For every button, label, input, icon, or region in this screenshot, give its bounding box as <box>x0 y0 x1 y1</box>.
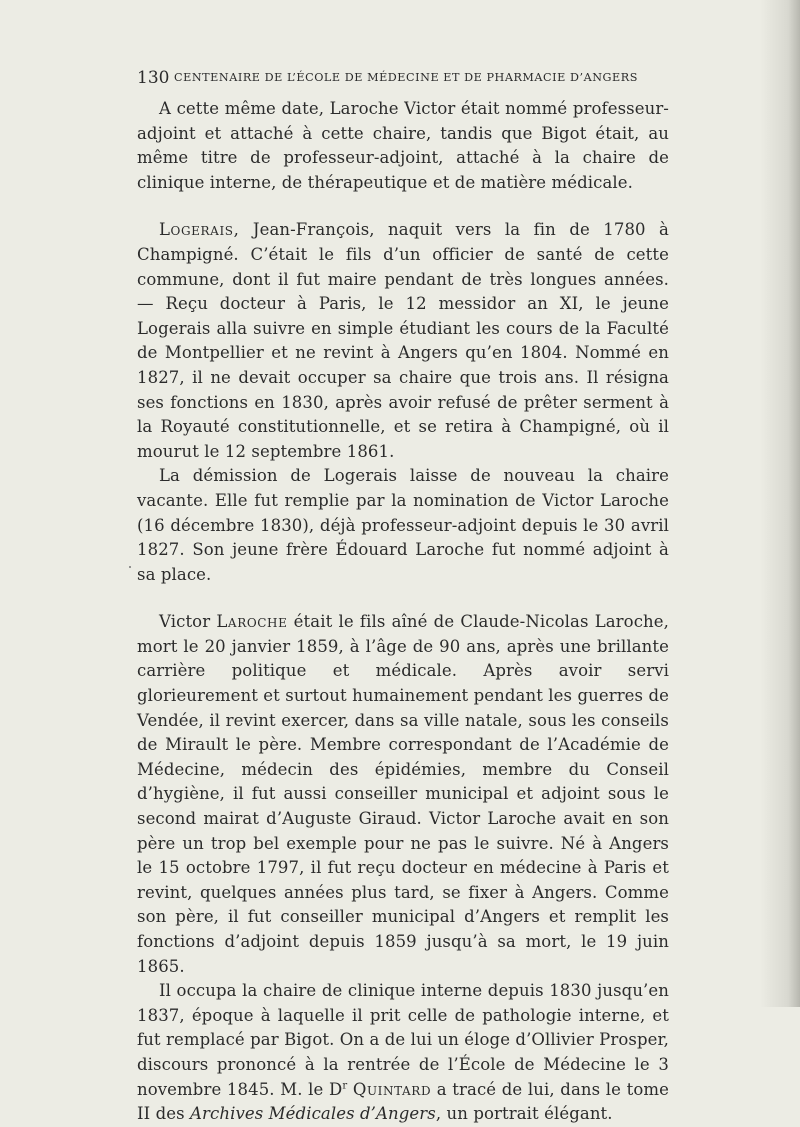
person-name: Logerais, <box>159 220 240 240</box>
paragraph-text: Victor <box>159 612 217 632</box>
paragraph-text: était le fils aîné de Claude-Nicolas Laroche, mort le 20 janvier 1859, à l’âge de 90 ans, après une brillante carrière politique et médicale. Après avoir servi glorieurement et surtout humainement pendant les guerres de Vendée, il revint exercer, dans sa ville natale, sous les conseils de Mirault le père. Membre correspondant de l’Académie de Médecine, médecin des épidémies, membre du Conseil d’hygiène, il fut aussi conseiller municipal et adjoint sous le second mairat d’Auguste Giraud. Victor Laroche avait en son père un trop bel exemple pour ne pas le suivre. Né à Angers le 15 octobre 1797, il fut reçu docteur en médecine à Paris et revint, quelques années plus tard, se fixer à Angers. Comme son père, il fut conseiller municipal d’Angers et remplit les fonctions d’adjoint depuis 1859 jusqu’à sa mort, le 19 juin 1865. <box>137 612 669 976</box>
paragraph <box>137 218 669 464</box>
page-edge-shadow <box>760 0 800 1007</box>
paragraph <box>137 979 669 1127</box>
person-name: Quintard <box>352 1079 432 1099</box>
paragraph <box>137 610 669 979</box>
paragraph-text: a tracé de lui, dans le tome II des <box>137 1079 669 1124</box>
publication-title: Archives Médicales d’Angers <box>190 1104 436 1124</box>
running-head: CENTENAIRE DE L’ÉCOLE DE MÉDECINE ET DE PHARMACIE D’ANGERS <box>174 71 638 84</box>
body-text <box>137 97 669 1127</box>
page-number: 130 <box>137 68 170 88</box>
paragraph-text: Il occupa la chaire de clinique interne depuis 1830 jusqu’en 1837, époque à laquelle il prit celle de pathologie interne, et fut remplacé par Bigot. On a de lui un éloge d’Ollivier Prosper, discours prononcé à la rentrée de l’École de Médecine le 3 novembre 1845. M. le D <box>137 981 670 1099</box>
paragraph-text: , un portrait élégant. <box>435 1104 613 1124</box>
paragraph-text: Jean-François, naquit vers la fin de 1780 à Champigné. C’était le fils d’un officier de santé de cette commune, dont il fut maire pendant de très longues années. — Reçu docteur à Paris, le 12 messidor an XI, le jeune Logerais alla suivre en simple étudiant les cours de la Faculté de Montpellier et ne revint à Angers qu’en 1804. Nommé en 1827, il ne devait occuper sa chaire que trois ans. Il résigna ses fonctions en 1830, après avoir refusé de prêter serment à la Royauté constitutionnelle, et se retira à Champigné, où il mourut le 12 septembre 1861. <box>137 220 669 461</box>
paragraph-text: A cette même date, Laroche Victor était nommé professeur-adjoint et attaché à cette chaire, tandis que Bigot était, au même titre de professeur-adjoint, attaché à la chaire de clinique interne, de thérapeutique et de matière médicale. <box>137 99 669 192</box>
paragraph <box>137 464 669 587</box>
page-header <box>137 68 697 90</box>
paragraph-text: La démission de Logerais laisse de nouveau la chaire vacante. Elle fut remplie par la nomination de Victor Laroche (16 décembre 1830), déjà professeur-adjoint depuis le 30 avril 1827. Son jeune frère Édouard Laroche fut nommé adjoint à sa place. <box>137 466 669 584</box>
person-name: Laroche <box>216 612 288 632</box>
paragraph <box>137 97 669 195</box>
print-speck <box>129 566 131 568</box>
superscript: r <box>342 1080 348 1092</box>
